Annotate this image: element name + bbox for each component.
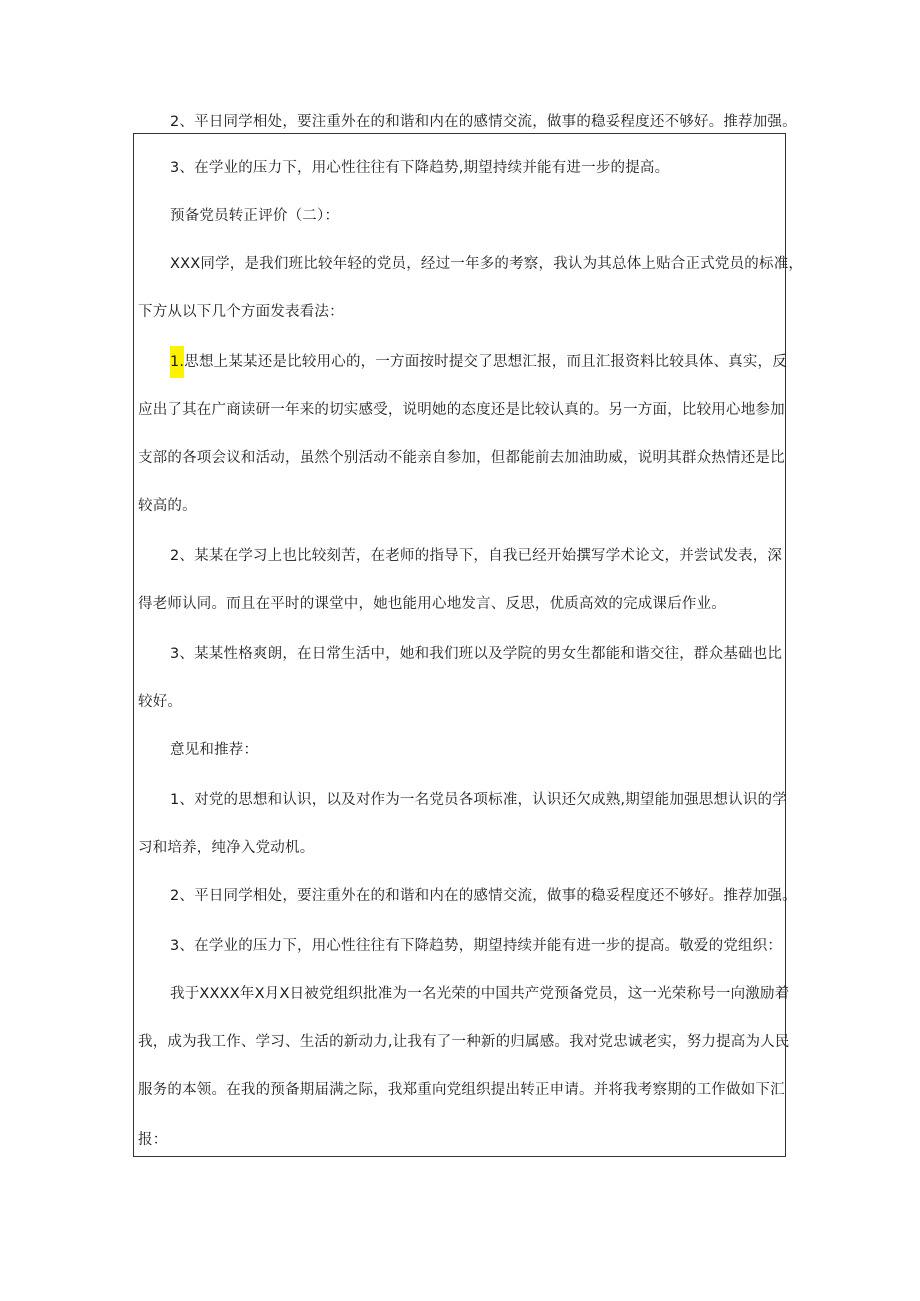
- paragraph-line: 2、平日同学相处，要注重外在的和谐和内在的感情交流，做事的稳妥程度还不够好。推荐加强。: [170, 888, 797, 904]
- paragraph-line: 得老师认同。而且在平时的课堂中，她也能用心地发言、反思，优质高效的完成课后作业。: [138, 596, 726, 612]
- paragraph-line: 3、某某性格爽朗，在日常生活中，她和我们班以及学院的男女生都能和谐交往，群众基础也比: [170, 646, 783, 662]
- paragraph-line: 我，成为我工作、学习、生活的新动力,让我有了一种新的归属感。我对党忠诚老实，努力提高为人民: [138, 1034, 790, 1050]
- paragraph-line: 较好。: [138, 694, 183, 710]
- paragraph-text: 思想上某某还是比较用心的，一方面按时提交了思想汇报，而且汇报资料比较具体、真实，反: [184, 354, 787, 370]
- paragraph-line: 服务的本领。在我的预备期届满之际，我郑重向党组织提出转正申请。并将我考察期的工作做如下汇: [138, 1082, 785, 1098]
- section-heading: 意见和推荐：: [170, 742, 259, 758]
- paragraph-line: 下方从以下几个方面发表看法：: [138, 304, 344, 320]
- paragraph-line: 1、对党的思想和认识，以及对作为一名党员各项标准，认识还欠成熟,期望能加强思想认识的学: [170, 792, 787, 808]
- section-heading: 预备党员转正评价（二）：: [170, 208, 340, 224]
- paragraph-line: 我于XXXX年X月X日被党组织批准为一名光荣的中国共产党预备党员，这一光荣称号一向激励着: [170, 986, 790, 1002]
- paragraph-line: 应出了其在广商读研一年来的切实感受，说明她的态度还是比较认真的。另一方面，比较用心地参加: [138, 402, 785, 418]
- paragraph-line: 3、在学业的压力下，用心性往往有下降趋势，期望持续并能有进一步的提高。敬爱的党组织：: [170, 938, 783, 954]
- paragraph-line: XXX同学，是我们班比较年轻的党员，经过一年多的考察，我认为其总体上贴合正式党员的标准，: [170, 256, 804, 272]
- highlighted-number: 1.: [170, 346, 184, 378]
- paragraph-line: 习和培养，纯净入党动机。: [138, 840, 315, 856]
- paragraph-line: 支部的各项会议和活动，虽然个别活动不能亲自参加，但都能前去加油助威，说明其群众热情还是比: [138, 450, 785, 466]
- paragraph-line: 3、在学业的压力下，用心性往往有下降趋势,期望持续并能有进一步的提高。: [170, 160, 670, 176]
- paragraph-line: 2、某某在学习上也比较刻苦，在老师的指导下，自我已经开始撰写学术论文，并尝试发表，深: [170, 548, 783, 564]
- paragraph-line: [170, 352, 790, 378]
- paragraph-line: 较高的。: [138, 498, 197, 514]
- paragraph-line: 2、平日同学相处，要注重外在的和谐和内在的感情交流，做事的稳妥程度还不够好。推荐加强。: [170, 114, 797, 130]
- paragraph-line: 报：: [138, 1132, 168, 1148]
